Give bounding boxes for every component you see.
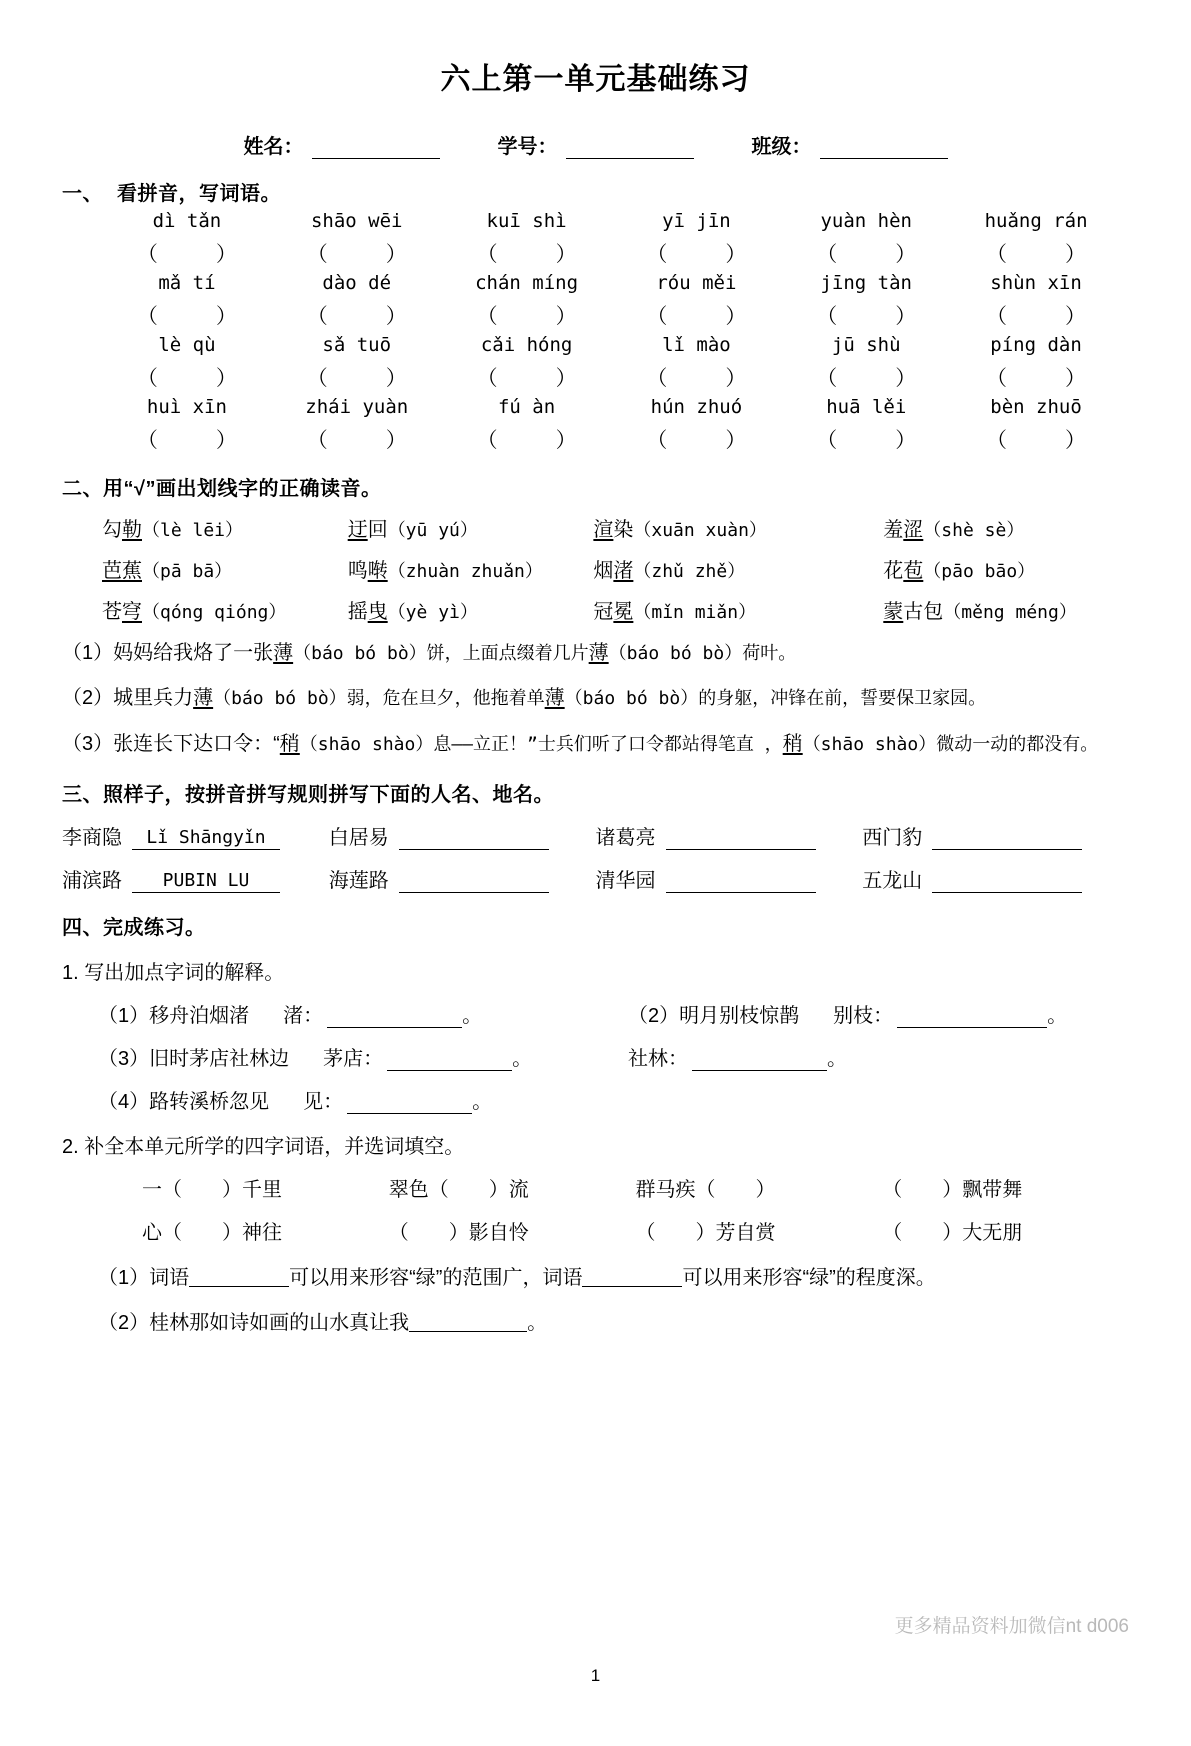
answer-paren-row: [62, 300, 1129, 330]
choice-marked-char: 勒: [122, 519, 142, 541]
answer-paren-cell[interactable]: [102, 424, 272, 454]
idiom-prefix: （: [882, 1222, 903, 1245]
name-label: 白居易: [328, 827, 389, 850]
paren-right: ）: [215, 366, 237, 390]
answer-paren-cell[interactable]: [102, 238, 272, 268]
idiom-prefix: （: [388, 1222, 409, 1245]
place-label: 海莲路: [328, 870, 389, 893]
choice-suffix: 蕉: [122, 560, 142, 582]
name-answer-blank[interactable]: [399, 829, 549, 850]
choice-sentence: [62, 728, 1129, 760]
period-mark: 。: [462, 1005, 483, 1028]
idiom-item[interactable]: [882, 1173, 1129, 1202]
choice-sentence: [62, 637, 1129, 669]
choice-prefix: 羞: [883, 519, 904, 541]
answer-paren-cell[interactable]: [442, 362, 612, 392]
choice-marked-char: 芭: [102, 560, 122, 582]
name-label: 李商隐: [62, 827, 122, 850]
pinyin-cell: fú àn: [497, 396, 556, 418]
choice-row: [62, 554, 1129, 583]
class-field-group: [752, 130, 948, 159]
idiom-item[interactable]: [636, 1216, 883, 1245]
paren-right: ）: [725, 304, 747, 328]
answer-paren-cell[interactable]: [951, 238, 1121, 268]
fill-part: （2）桂林那如诗如画的山水真让我: [98, 1312, 410, 1335]
sentence-part: （1）妈妈给我烙了一张: [62, 642, 274, 664]
name-label: 西门豹: [862, 827, 923, 850]
choice-row: [62, 595, 1129, 624]
name-item: [596, 821, 863, 850]
pinyin-cell: huì xīn: [146, 396, 227, 418]
name-item: [862, 821, 1129, 850]
pinyin-cell: píng dàn: [990, 334, 1082, 356]
name-answer[interactable]: Lǐ Shāngyǐn: [132, 827, 280, 850]
pinyin-row: [62, 272, 1129, 294]
answer-paren-cell[interactable]: [102, 300, 272, 330]
paren-left: （: [476, 242, 498, 266]
sentence-marked-char: 稍: [782, 732, 803, 755]
choice-suffix: 古包: [903, 601, 944, 623]
idiom-item[interactable]: [142, 1173, 389, 1202]
section-4-heading: [62, 911, 1129, 940]
pinyin-cell: yī jīn: [662, 210, 731, 232]
sentence-part[interactable]: （báo bó bò）的身躯，冲锋在前，誓要保卫家园。: [564, 688, 987, 710]
watermark-text: 更多精品资料加微信nt d006: [894, 1616, 1129, 1637]
student-id-input-blank[interactable]: [566, 137, 694, 159]
paren-right: ）: [895, 304, 917, 328]
explanation-key: 茅店：: [323, 1048, 384, 1071]
paren-left: （: [646, 428, 668, 452]
paren-right: ）: [215, 428, 237, 452]
paren-left: （: [816, 366, 838, 390]
answer-paren-cell[interactable]: [781, 362, 951, 392]
explanation-row: [62, 1085, 1129, 1114]
choice-item[interactable]: [102, 513, 348, 542]
section-1-title: 看拼音，写词语。: [117, 183, 281, 205]
pinyin-cell: huā lěi: [826, 396, 907, 418]
answer-paren-cell[interactable]: [272, 362, 442, 392]
idiom-suffix: ）芳自赏: [695, 1222, 776, 1245]
answer-paren-cell[interactable]: [102, 362, 272, 392]
answer-paren-cell[interactable]: [442, 300, 612, 330]
explanation-blank[interactable]: [387, 1050, 512, 1071]
paren-right: ）: [895, 366, 917, 390]
paren-left: （: [646, 304, 668, 328]
paren-right: ）: [725, 428, 747, 452]
idiom-item[interactable]: [636, 1173, 883, 1202]
idiom-item[interactable]: [142, 1216, 389, 1245]
paren-right: ）: [725, 242, 747, 266]
place-label: 浦滨路: [62, 870, 122, 893]
choice-prefix: 花: [883, 560, 904, 582]
choice-marked-char: 涩: [903, 519, 924, 541]
choice-pinyin-options[interactable]: （zhuàn zhuǎn）: [387, 561, 543, 582]
paren-right: ）: [555, 304, 577, 328]
pinyin-exercise-block: [62, 210, 1129, 454]
pinyin-cell: zhái yuàn: [305, 396, 409, 418]
choice-suffix: 回: [367, 519, 388, 541]
choice-item[interactable]: [593, 513, 883, 542]
explanation-blank[interactable]: [897, 1007, 1047, 1028]
choice-pinyin-options[interactable]: （yè yì）: [387, 602, 478, 623]
choice-marked-char: 蒙: [883, 601, 904, 623]
idiom-prefix: 心（: [142, 1222, 182, 1245]
idiom-prefix: （: [635, 1222, 656, 1245]
answer-paren-cell[interactable]: [611, 238, 781, 268]
paren-left: （: [136, 242, 158, 266]
paren-right: ）: [385, 366, 407, 390]
section-4-sub1-heading: 1. 写出加点字词的解释。: [62, 962, 285, 985]
choice-item[interactable]: [348, 513, 594, 542]
idiom-suffix: ）流: [488, 1179, 529, 1202]
choice-pinyin-options[interactable]: （měng méng）: [943, 602, 1077, 623]
pinyin-cell: lǐ mào: [662, 334, 731, 356]
place-item: [62, 864, 329, 893]
name-answer-blank[interactable]: [666, 829, 816, 850]
paren-left: （: [816, 242, 838, 266]
choice-prefix: 冠: [593, 601, 614, 623]
answer-paren-cell[interactable]: [442, 238, 612, 268]
sentence-marked-char: 薄: [273, 642, 294, 664]
paren-right: ）: [385, 428, 407, 452]
fill-in-sentence: [62, 1261, 1129, 1290]
paren-left: （: [646, 366, 668, 390]
section-4-sub2-heading: 2. 补全本单元所学的四字词语，并选词填空。: [62, 1136, 465, 1159]
choice-item[interactable]: [593, 554, 883, 583]
poem-line: （4）路转溪桥忽见: [98, 1091, 270, 1114]
choice-marked-char: 渲: [593, 519, 614, 541]
paren-left: （: [816, 428, 838, 452]
answer-paren-cell[interactable]: [951, 424, 1121, 454]
choice-suffix: 染: [613, 519, 634, 541]
paren-left: （: [136, 428, 158, 452]
period-mark: 。: [512, 1048, 533, 1071]
sentence-part[interactable]: （báo bó bò）荷叶。: [608, 643, 797, 664]
fill-part: 可以用来形容“绿”的程度深。: [682, 1267, 936, 1290]
section-2-heading: [62, 472, 1129, 501]
paren-left: （: [306, 366, 328, 390]
student-id-field-group: [498, 130, 694, 159]
explanation-key: 别枝：: [833, 1005, 894, 1028]
choice-sentence: [62, 682, 1129, 714]
page-title: 六上第一单元基础练习: [440, 63, 751, 96]
choice-item[interactable]: [883, 554, 1129, 583]
explanation-item: [98, 1085, 628, 1114]
pinyin-cell: yuàn hèn: [820, 210, 912, 232]
choice-pinyin-options[interactable]: （pāo bāo）: [923, 561, 1036, 582]
place-answer-blank[interactable]: [932, 872, 1082, 893]
poem-line: （3）旧时茅店社林边: [98, 1048, 290, 1071]
choice-prefix: 摇: [347, 601, 368, 623]
explanation-item: [628, 1042, 847, 1071]
place-item: [596, 864, 863, 893]
paren-right: ）: [725, 366, 747, 390]
choice-item[interactable]: [883, 595, 1129, 624]
sentence-part[interactable]: （shāo shào）息——立正！”士兵们听了口令都站得笔直 ，: [299, 733, 783, 755]
paren-right: ）: [385, 304, 407, 328]
place-answer[interactable]: PUBIN LU: [132, 870, 280, 893]
sentence-part[interactable]: （shāo shào）微动一动的都没有。: [802, 733, 1099, 755]
idiom-row: [62, 1173, 1129, 1202]
paren-left: （: [476, 428, 498, 452]
explanation-item: [98, 1042, 628, 1071]
choice-marked-char: 穹: [122, 601, 142, 623]
paren-left: （: [306, 242, 328, 266]
period-mark: 。: [1047, 1005, 1068, 1028]
choice-pinyin-options[interactable]: （zhǔ zhě）: [633, 561, 746, 582]
answer-paren-row: [62, 424, 1129, 454]
answer-paren-cell[interactable]: [781, 238, 951, 268]
section-3-number: 三、: [62, 784, 103, 807]
section-1-heading: [62, 177, 1129, 206]
explanation-item: [628, 999, 1067, 1028]
explanation-row: [62, 999, 1129, 1028]
name-item: [329, 821, 596, 850]
idiom-item[interactable]: [389, 1216, 636, 1245]
pinyin-cell: chán míng: [475, 272, 579, 294]
class-label: 班级：: [751, 136, 812, 158]
idiom-prefix: 一（: [142, 1179, 182, 1202]
sentence-marked-char: 薄: [588, 642, 609, 664]
choice-marked-char: 啭: [367, 560, 388, 582]
paren-left: （: [306, 304, 328, 328]
paren-left: （: [986, 304, 1008, 328]
place-item: [862, 864, 1129, 893]
section-4-number: 四、: [62, 917, 103, 940]
pinyin-cell: sǎ tuō: [322, 334, 392, 356]
answer-paren-cell[interactable]: [272, 300, 442, 330]
fill-part: 。: [527, 1312, 548, 1335]
section-2-number: 二、: [62, 478, 103, 500]
paren-left: （: [986, 242, 1008, 266]
name-input-blank[interactable]: [312, 137, 440, 159]
name-label: 诸葛亮: [595, 827, 656, 850]
choice-marked-char: 曳: [367, 601, 388, 623]
idiom-item[interactable]: [882, 1216, 1129, 1245]
idiom-prefix: 翠色（: [388, 1179, 449, 1202]
pinyin-row: [62, 210, 1129, 232]
answer-paren-cell[interactable]: [442, 424, 612, 454]
choice-item[interactable]: [102, 595, 348, 624]
sentence-marked-char: 薄: [193, 687, 214, 710]
pinyin-cell: jīng tàn: [820, 272, 912, 294]
paren-right: ）: [385, 242, 407, 266]
paren-right: ）: [555, 366, 577, 390]
answer-paren-cell[interactable]: [272, 238, 442, 268]
explanation-blank[interactable]: [692, 1050, 827, 1071]
idiom-suffix: ）千里: [222, 1179, 282, 1202]
poem-line: （1）移舟泊烟渚: [98, 1005, 250, 1028]
pinyin-row: [62, 334, 1129, 356]
pinyin-row: [62, 396, 1129, 418]
fill-blank[interactable]: [189, 1266, 289, 1287]
section-3-title: 照样子，按拼音拼写规则拼写下面的人名、地名。: [103, 784, 554, 807]
choice-pinyin-options[interactable]: （lè lēi）: [142, 520, 244, 541]
name-item: [62, 821, 329, 850]
answer-paren-row: [62, 238, 1129, 268]
paren-left: （: [986, 428, 1008, 452]
period-mark: 。: [472, 1091, 493, 1114]
idiom-prefix: 群马疾（: [635, 1179, 716, 1202]
choice-pinyin-options[interactable]: （yū yú）: [387, 520, 478, 541]
choice-marked-char: 渚: [613, 560, 634, 582]
pinyin-cell: huǎng rán: [984, 210, 1088, 232]
paren-left: （: [476, 366, 498, 390]
place-label: 清华园: [595, 870, 656, 893]
answer-paren-cell[interactable]: [272, 424, 442, 454]
pinyin-cell: shāo wēi: [310, 210, 403, 232]
answer-paren-cell[interactable]: [781, 300, 951, 330]
sentence-marked-char: 稍: [279, 732, 300, 755]
choice-prefix: 苍: [102, 601, 122, 623]
paren-right: ）: [555, 242, 577, 266]
explanation-row: [62, 1042, 1129, 1071]
explanation-key: 见：: [303, 1091, 344, 1114]
choice-marked-char: 迂: [347, 519, 368, 541]
pinyin-cell: mǎ tí: [158, 272, 216, 294]
name-field-group: [244, 130, 440, 159]
paren-right: ）: [1065, 242, 1087, 266]
idiom-row: [62, 1216, 1129, 1245]
answer-paren-cell[interactable]: [611, 424, 781, 454]
idiom-prefix: （: [882, 1179, 903, 1202]
idiom-item[interactable]: [389, 1173, 636, 1202]
sentence-part: （2）城里兵力: [62, 687, 194, 710]
pinyin-cell: bèn zhuō: [990, 396, 1082, 418]
answer-paren-cell[interactable]: [951, 362, 1121, 392]
choice-prefix: 烟: [593, 560, 614, 582]
section-1-number: 一、: [62, 183, 103, 205]
choice-row: [62, 513, 1129, 542]
paren-left: （: [816, 304, 838, 328]
paren-right: ）: [1065, 366, 1087, 390]
pinyin-cell: cǎi hóng: [480, 334, 573, 356]
section-4-title: 完成练习。: [103, 917, 206, 940]
answer-paren-cell[interactable]: [781, 424, 951, 454]
section-2-title: 用“√”画出划线字的正确读音。: [103, 478, 382, 500]
place-item: [329, 864, 596, 893]
sentence-part[interactable]: （báo bó bò）弱，危在旦夕，他拖着单: [213, 688, 545, 710]
idiom-suffix: ）大无朋: [942, 1222, 1023, 1245]
idiom-suffix: ）神往: [222, 1222, 282, 1245]
choice-prefix: 鸣: [347, 560, 368, 582]
paren-left: （: [476, 304, 498, 328]
explanation-blank[interactable]: [327, 1007, 462, 1028]
paren-right: ）: [1065, 304, 1087, 328]
pinyin-cell: lè qù: [158, 334, 216, 356]
pronunciation-choice-block: [62, 513, 1129, 760]
place-answer-blank[interactable]: [666, 872, 816, 893]
choice-item[interactable]: [348, 595, 594, 624]
choice-pinyin-options[interactable]: （pā bā）: [142, 561, 233, 582]
paren-right: ）: [895, 242, 917, 266]
choice-prefix: 勾: [102, 519, 122, 541]
page-number: 1: [590, 1666, 601, 1685]
poem-line: （2）明月别枝惊鹊: [628, 1005, 800, 1028]
paren-left: （: [136, 366, 158, 390]
choice-pinyin-options[interactable]: （xuān xuàn）: [633, 520, 767, 541]
pinyin-cell: jū shù: [831, 334, 901, 356]
paren-left: （: [986, 366, 1008, 390]
pinyin-cell: shùn xīn: [990, 272, 1082, 294]
paren-right: ）: [555, 428, 577, 452]
choice-pinyin-options[interactable]: （qóng qióng）: [142, 602, 287, 623]
paren-right: ）: [1065, 428, 1087, 452]
idiom-suffix: ）影自怜: [448, 1222, 529, 1245]
sentence-part[interactable]: （báo bó bò）饼，上面点缀着几片: [293, 643, 589, 664]
pinyin-cell: dào dé: [322, 272, 392, 294]
name-label: 姓名：: [243, 136, 304, 158]
choice-pinyin-options[interactable]: （shè sè）: [923, 520, 1025, 541]
choice-item[interactable]: [593, 595, 883, 624]
idiom-suffix: ）飘带舞: [942, 1179, 1023, 1202]
pinyin-cell: kuī shì: [486, 210, 567, 232]
answer-paren-cell[interactable]: [611, 362, 781, 392]
student-info-row: [62, 130, 1129, 159]
pinyin-cell: dì tǎn: [152, 210, 222, 232]
student-id-label: 学号：: [497, 136, 558, 158]
section-3-heading: [62, 778, 1129, 807]
name-answer-blank[interactable]: [932, 829, 1082, 850]
fill-part: 可以用来形容“绿”的范围广，词语: [289, 1267, 583, 1290]
fill-blank[interactable]: [409, 1311, 527, 1332]
idiom-suffix: ）: [755, 1179, 776, 1202]
paren-left: （: [136, 304, 158, 328]
explanation-key: 社林：: [628, 1048, 688, 1071]
fill-in-sentence: [62, 1306, 1129, 1335]
class-input-blank[interactable]: [820, 137, 948, 159]
choice-item[interactable]: [102, 554, 348, 583]
choice-marked-char: 苞: [903, 560, 924, 582]
place-answer-blank[interactable]: [399, 872, 549, 893]
worksheet-page: [0, 62, 1191, 1746]
paren-right: ）: [895, 428, 917, 452]
fill-part: （1）词语: [98, 1267, 190, 1290]
answer-paren-cell[interactable]: [951, 300, 1121, 330]
choice-pinyin-options[interactable]: （mǐn miǎn）: [633, 602, 757, 623]
name-pinyin-row: [62, 821, 1129, 850]
explanation-key: 渚：: [283, 1005, 324, 1028]
explanation-blank[interactable]: [347, 1093, 472, 1114]
explanation-item: [98, 999, 628, 1028]
choice-marked-char: 冕: [613, 601, 634, 623]
pinyin-cell: róu měi: [656, 272, 737, 294]
sentence-marked-char: 薄: [544, 687, 565, 710]
sentence-part: （3）张连长下达口令：“: [62, 732, 280, 755]
period-mark: 。: [827, 1048, 847, 1071]
place-pinyin-row: [62, 864, 1129, 893]
paren-left: （: [646, 242, 668, 266]
place-label: 五龙山: [862, 870, 923, 893]
paren-right: ）: [215, 304, 237, 328]
choice-item[interactable]: [348, 554, 594, 583]
answer-paren-row: [62, 362, 1129, 392]
answer-paren-cell[interactable]: [611, 300, 781, 330]
paren-left: （: [306, 428, 328, 452]
choice-item[interactable]: [883, 513, 1129, 542]
paren-right: ）: [215, 242, 237, 266]
fill-blank[interactable]: [582, 1266, 682, 1287]
pinyin-cell: hún zhuó: [650, 396, 743, 418]
